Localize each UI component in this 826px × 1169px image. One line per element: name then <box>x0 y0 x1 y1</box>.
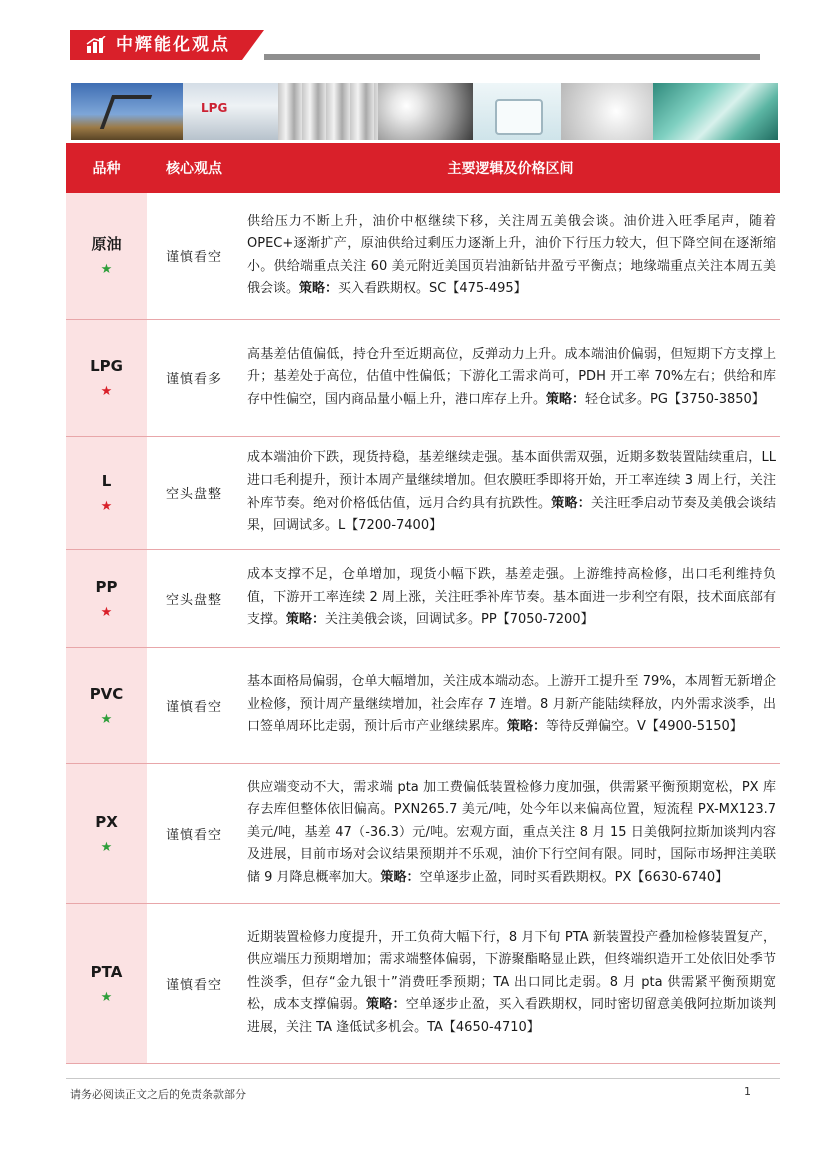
glass-sheets-image <box>653 83 778 140</box>
strategy-label: 策略： <box>286 612 326 628</box>
variety-cell <box>66 763 147 903</box>
strategy-text: 轻仓试多。PG【3750-3850】 <box>585 391 765 407</box>
strategy-text: 等待反弹偏空。V【4900-5150】 <box>546 719 743 735</box>
pellets-image <box>378 83 473 140</box>
variety-cell <box>66 436 147 549</box>
core-view-cell <box>147 763 241 903</box>
core-view-cell <box>147 319 241 436</box>
strategy-text: 空单逐步止盈，同时买看跌期权。PX【6630-6740】 <box>419 869 729 885</box>
core-view-cell <box>147 436 241 549</box>
core-view-cell <box>147 647 241 763</box>
logic-text <box>241 342 780 414</box>
core-view-cell <box>147 903 241 1063</box>
strategy-text: 关注旺季启动节奏及美俄会谈结果，回调试多。L【7200-7400】 <box>247 495 776 534</box>
logic-cell <box>241 193 780 319</box>
logic-cell <box>241 436 780 549</box>
star-icon: ★ <box>100 989 113 1005</box>
lpg-tank-image <box>183 83 278 140</box>
strategy-text: 买入看跌期权。SC【475-495】 <box>338 281 527 297</box>
variety-cell <box>66 193 147 319</box>
logic-text <box>241 445 780 539</box>
strategy-label: 策略： <box>551 495 591 511</box>
variety-name: L <box>101 472 112 490</box>
table-row <box>66 436 780 549</box>
footer-rule <box>66 1078 780 1079</box>
core-view-text: 空头盘整 <box>165 592 222 608</box>
logic-cell <box>241 647 780 763</box>
star-icon: ★ <box>100 839 113 855</box>
table-header-row <box>66 143 780 193</box>
variety-name: PVC <box>89 684 124 703</box>
variety-name: PX <box>95 812 118 831</box>
strategy-label: 策略： <box>380 869 420 885</box>
table-row <box>66 903 780 1063</box>
header-variety: 品种 <box>66 143 147 193</box>
star-icon: ★ <box>100 384 113 399</box>
star-icon: ★ <box>100 711 113 727</box>
logic-text <box>241 669 780 741</box>
pipes-image <box>278 83 378 140</box>
variety-name: PTA <box>90 962 123 981</box>
header-logic: 主要逻辑及价格区间 <box>241 143 780 193</box>
commodity-view-table <box>66 143 780 1064</box>
variety-name: 原油 <box>91 235 122 254</box>
header-rule <box>264 54 760 60</box>
logic-body: 近期装置检修力度提升，开工负荷大幅下行，8 月下旬 PTA 新装置投产叠加检修装置复产，供应端压力预期增加；需求端整体偏弱，下游聚酯略显止跌，但终端织造开工处依旧处季节性淡季，但存“金九银十”消费旺季预期；TA 出口同比走弱。8 月 pta 供需紧平衡预期宽松，成本支撑偏弱。 <box>247 929 776 1013</box>
header-core-view: 核心观点 <box>147 143 241 193</box>
star-icon: ★ <box>100 262 113 278</box>
logic-body: 基本面格局偏弱，仓单大幅增加，关注成本端动态。上游开工提升至 79%，本周暂无新增企业检修，预计周产量继续增加，社会库存 7 连增。8 月新产能陆续释放，内外需求淡季，出口签单周环比走弱，预计后市产业继续累库。 <box>247 674 776 735</box>
chemical-bottle-image <box>473 83 561 140</box>
logic-cell <box>241 319 780 436</box>
core-view-text: 谨慎看空 <box>165 250 222 266</box>
strategy-label: 策略： <box>366 997 406 1013</box>
logic-cell <box>241 763 780 903</box>
footer-disclaimer: 请务必阅读正文之后的免责条款部分 <box>70 1088 246 1101</box>
strategy-label: 策略： <box>299 281 339 297</box>
strategy-text: 关注美俄会谈，回调试多。PP【7050-7200】 <box>325 612 594 628</box>
strategy-label: 策略： <box>507 719 547 735</box>
logic-body: 成本支撑不足，仓单增加，现货小幅下跌，基差走强。上游维持高检修，出口毛利维持负值，下游开工率连续 2 周上涨，关注旺季补库节奏。基本面进一步利空有限，技术面底部有支撑。 <box>247 567 776 628</box>
table-row <box>66 549 780 647</box>
table-row <box>66 319 780 436</box>
page-number: 1 <box>744 1085 751 1098</box>
variety-cell <box>66 319 147 436</box>
logic-text <box>241 925 780 1042</box>
granules-image <box>561 83 653 140</box>
report-header <box>70 30 760 60</box>
oil-pump-image <box>71 83 183 140</box>
star-icon: ★ <box>100 499 113 514</box>
variety-name: PP <box>95 577 118 596</box>
bar-chart-icon <box>86 36 106 54</box>
core-view-text: 谨慎看空 <box>165 827 222 843</box>
logic-cell <box>241 549 780 647</box>
core-view-text: 谨慎看多 <box>165 372 222 387</box>
logic-body: 供给压力不断上升，油价中枢继续下移，关注周五美俄会谈。油价进入旺季尾声，随着 OPEC+逐渐扩产，原油供给过剩压力逐渐上升，油价下行压力较大，但下降空间在逐渐缩小。供给端重点关注 60 美元附近美国页岩油新钻井盈亏平衡点；地缘端重点关注本周五美俄会谈。 <box>247 213 776 297</box>
logic-body: 高基差估值偏低，持仓升至近期高位，反弹动力上升。成本端油价偏弱，但短期下方支撑上升；基差处于高位，估值中性偏低；下游化工需求尚可，PDH 开工率 70%左右；供给和库存中性偏空，国内商品量小幅上升，港口库存上升。 <box>247 346 776 407</box>
variety-cell <box>66 549 147 647</box>
header-band <box>70 30 242 60</box>
strategy-text: 空单逐步止盈，买入看跌期权，同时密切留意美俄阿拉斯加谈判进展，关注 TA 逢低试多机会。TA【4650-4710】 <box>247 997 776 1035</box>
core-view-text: 谨慎看空 <box>165 699 222 715</box>
logic-body: 成本端油价下跌，现货持稳，基差继续走强。基本面供需双强，近期多数装置陆续重启，LL 进口毛利提升，预计本周产量继续增加。但农膜旺季即将开始，开工率连续 3 周上行，关注补库节奏。绝对价格低估值，远月合约具有抗跌性。 <box>247 450 776 511</box>
logic-cell <box>241 903 780 1063</box>
core-view-text: 谨慎看空 <box>165 977 222 993</box>
logic-body: 供应端变动不大，需求端 pta 加工费偏低装置检修力度加强，供需紧平衡预期宽松，PX 库存去库但整体依旧偏高。PXN265.7 美元/吨，处今年以来偏高位置，短流程 PX-MX123.7 美元/吨，基差 47（-36.3）元/吨。宏观方面，重点关注 8 月 15 日美俄阿拉斯加谈判内容及进展，目前市场对会议结果预期并不乐观，油价下行空间有限。同时，国际市场押注美联储 9 月降息概率加大。 <box>247 779 776 885</box>
logic-text <box>241 209 780 303</box>
logic-text <box>241 562 780 634</box>
header-wedge <box>242 30 264 60</box>
table-row <box>66 763 780 903</box>
logic-text <box>241 775 780 892</box>
variety-cell <box>66 647 147 763</box>
core-view-cell <box>147 549 241 647</box>
strategy-label: 策略： <box>546 391 586 407</box>
table-row <box>66 193 780 319</box>
core-view-cell <box>147 193 241 319</box>
core-view-text: 空头盘整 <box>165 487 222 502</box>
variety-name: LPG <box>90 357 123 375</box>
table-row <box>66 647 780 763</box>
variety-cell <box>66 903 147 1063</box>
header-title: 中辉能化观点 <box>116 35 230 55</box>
commodity-image-strip <box>71 83 778 140</box>
star-icon: ★ <box>100 604 113 620</box>
